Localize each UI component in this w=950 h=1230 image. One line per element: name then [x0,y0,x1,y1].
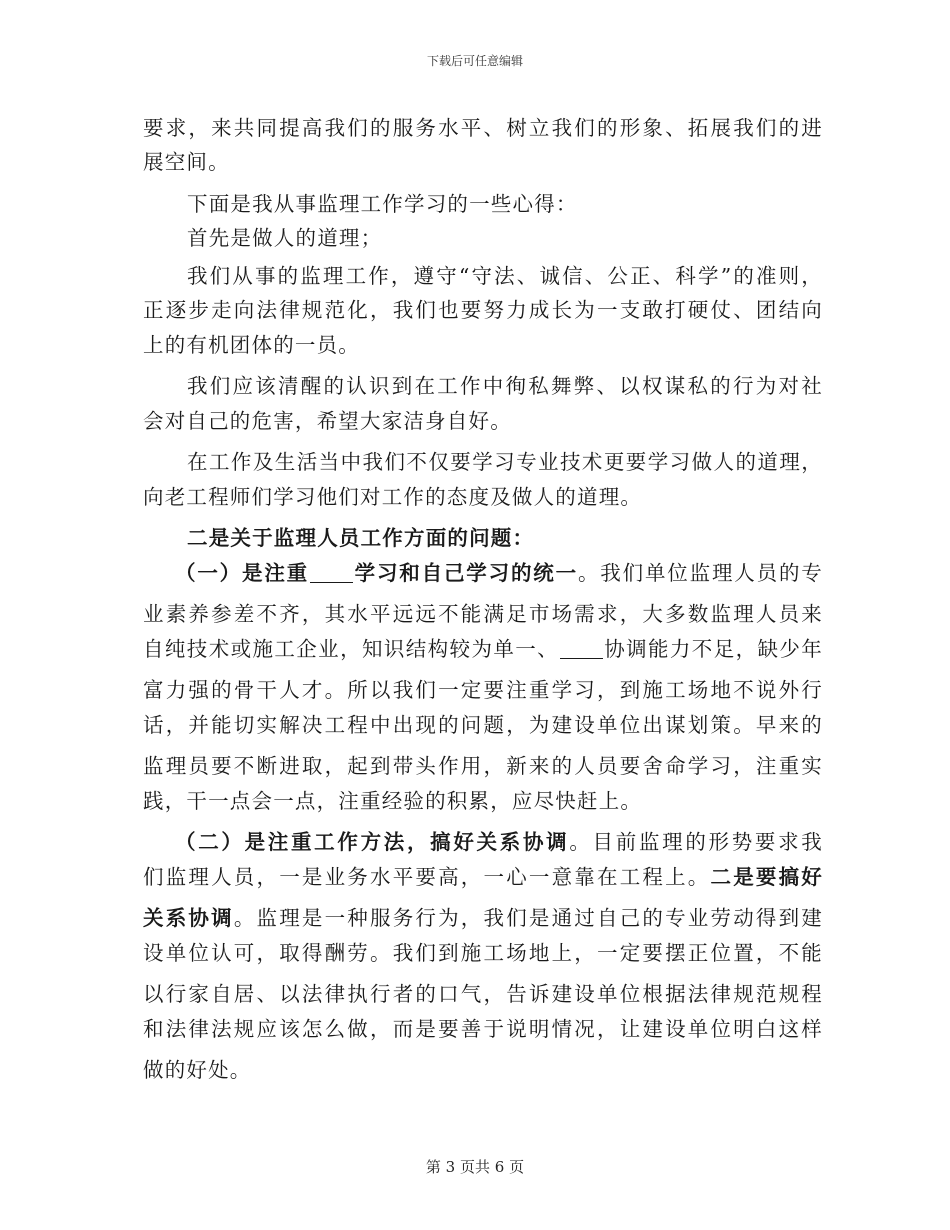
text-span: 。目前监理的形势要求我 [569,830,824,854]
bold-span: 关系协调 [143,906,234,930]
text-line: 下面是我从事监理工作学习的一些心得： [187,192,578,216]
text-line: 要求，来共同提高我们的服务水平、树立我们的形象、拓展我们的进 [143,116,823,140]
text-span: 们监理人员，一是业务水平要高，一心一意靠在工程上。 [143,865,711,889]
text-line [143,632,823,666]
text-line: 以行家自居、以法律执行者的口气，告诉建设单位根据法律规范规程 [143,982,823,1006]
blank-underline [560,638,603,659]
bold-span: 二是要搞好 [710,865,823,889]
text-line [143,860,823,894]
text-line: 首先是做人的道理； [187,226,383,250]
text-span: 。监理是一种服务行为，我们是通过自己的专业劳动得到建 [233,906,823,930]
text-line: 正逐步走向法律规范化，我们也要努力成长为一支敢打硬仗、团结向 [143,298,823,322]
blank-underline [310,562,353,583]
text-line: 上的有机团体的一员。 [143,333,360,357]
text-span: 协调能力不足，缺少年 [604,637,823,661]
text-line [175,556,823,590]
text-line: 和法律法规应该怎么做，而是要善于说明情况，让建设单位明白这样 [143,1017,823,1041]
text-line: 做的好处。 [143,1058,252,1082]
text-line: 设单位认可，取得酬劳。我们到施工场地上，一定要摆正位置，不能 [143,941,823,965]
text-span: 。我们单位监理人员的专 [577,561,823,585]
section-heading: 二是关于监理人员工作方面的问题： [187,526,535,550]
text-line: 业素养参差不齐，其水平远远不能满足市场需求，大多数监理人员来 [143,602,823,626]
text-line: 会对自己的危害，希望大家洁身自好。 [143,409,512,433]
text-line: 践，干一点会一点，注重经验的积累，应尽快赶上。 [143,789,643,813]
page-header: 下载后可任意编辑 [426,54,523,68]
bold-span: 学习和自己学习的统一 [354,561,578,585]
text-line: 向老工程师们学习他们对工作的态度及做人的道理。 [143,485,643,509]
text-line: 富力强的骨干人才。所以我们一定要注重学习，到施工场地不说外行 [143,678,823,702]
bold-span: （二）是注重工作方法，搞好关系协调 [175,830,570,854]
text-line: 我们从事的监理工作，遵守“守法、诚信、公正、科学”的准则， [187,264,823,288]
text-line: 我们应该清醒的认识到在工作中徇私舞弊、以权谋私的行为对社 [187,374,823,398]
text-line: 监理员要不断进取，起到带头作用，新来的人员要舍命学习，注重实 [143,754,823,778]
text-line [175,825,823,859]
text-line [143,901,823,935]
page-footer: 第 3 页共 6 页 [425,1158,525,1176]
text-line: 话，并能切实解决工程中出现的问题，为建设单位出谋划策。早来的 [143,713,823,737]
bold-span: （一）是注重 [175,561,309,585]
text-line: 在工作及生活当中我们不仅要学习专业技术更要学习做人的道理， [187,450,823,474]
text-line: 展空间。 [143,150,230,174]
text-span: 自纯技术或施工企业，知识结构较为单一、 [143,637,560,661]
